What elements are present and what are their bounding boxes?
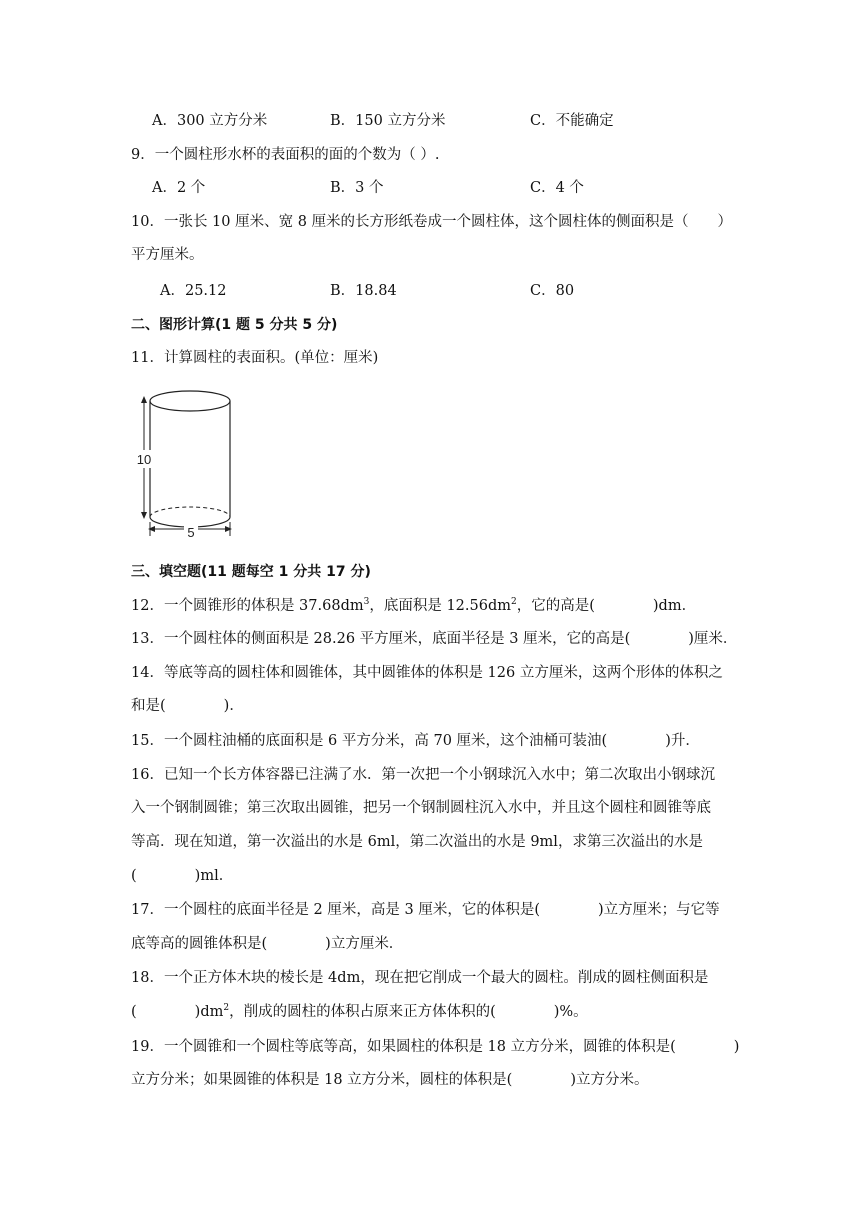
cylinder-diagram — [128, 386, 238, 544]
cylinder-bottom-back — [150, 507, 230, 517]
q13-text: 13．一个圆柱体的侧面积是 28.26 平方厘米，底面半径是 3 厘米，它的高是( )厘米． — [131, 631, 738, 647]
q10-option-c: C．80 — [530, 283, 575, 299]
q10-option-a: A．25.12 — [160, 283, 227, 299]
q19-line1: 19．一个圆锥和一个圆柱等底等高，如果圆柱的体积是 18 立方分米，圆锥的体积是( ) — [131, 1039, 740, 1055]
q16-line3: 等高．现在知道，第一次溢出的水是 6ml，第二次溢出的水是 9ml，求第三次溢出的水是 — [131, 834, 703, 850]
cylinder-figure — [128, 386, 238, 544]
q10-line1: 10．一张长 10 厘米、宽 8 厘米的长方形纸卷成一个圆柱体，这个圆柱体的侧面积是（ ） — [131, 214, 733, 230]
q9-option-b: B．3 个 — [330, 180, 384, 196]
q19-line2: 立方分米；如果圆锥的体积是 18 立方分米，圆柱的体积是( )立方分米。 — [131, 1072, 649, 1088]
height-arrow-top — [141, 396, 147, 403]
q17-line1: 17．一个圆柱的底面半径是 2 厘米，高是 3 厘米，它的体积是( )立方厘米；与它等 — [131, 902, 720, 918]
q9-option-a: A．2 个 — [152, 180, 206, 196]
height-arrow-bottom — [141, 512, 147, 519]
q10-line2: 平方厘米。 — [131, 247, 204, 263]
q11-text: 11．计算圆柱的表面积。(单位：厘米) — [131, 350, 379, 366]
q8-option-b: B．150 立方分米 — [330, 113, 446, 129]
q14-line2: 和是( )． — [131, 698, 244, 714]
q16-line4: ( )ml． — [131, 868, 234, 884]
q15-text: 15．一个圆柱油桶的底面积是 6 平方分米，高 70 厘米，这个油桶可装油( )升． — [131, 733, 700, 749]
diameter-label: 5 — [187, 525, 195, 540]
q8-option-c: C．不能确定 — [530, 113, 614, 129]
q18-line2: ( )$dm^2$，削成的圆柱的体积占原来正方体体积的( )%。 — [131, 1003, 588, 1020]
q9-option-c: C．4 个 — [530, 180, 584, 196]
q9-text: 9．一个圆柱形水杯的表面积的面的个数为（ ）. — [131, 147, 440, 163]
diameter-arrow-left — [148, 526, 155, 532]
q18-line1: 18．一个正方体木块的棱长是 4dm，现在把它削成一个最大的圆柱。削成的圆柱侧面积是 — [131, 970, 709, 986]
q8-option-a: A．300 立方分米 — [152, 113, 268, 129]
diameter-arrow-right — [225, 526, 232, 532]
section2-heading: 二、图形计算(1 题 5 分共 5 分) — [131, 317, 338, 333]
cylinder-top-ellipse — [150, 391, 230, 411]
q12-text: 12．一个圆锥形的体积是 $37.68dm^3$，底面积是 $12.56dm^2$，它的高是( )dm． — [131, 597, 697, 614]
q17-line2: 底等高的圆锥体积是( )立方厘米． — [131, 936, 404, 952]
q16-line1: 16．已知一个长方体容器已注满了水．第一次把一个小钢球沉入水中；第二次取出小钢球沉 — [131, 767, 715, 783]
q14-line1: 14．等底等高的圆柱体和圆锥体，其中圆锥体的体积是 126 立方厘米，这两个形体的体积之 — [131, 665, 723, 681]
q10-option-b: B．18.84 — [330, 283, 397, 299]
section3-heading: 三、填空题(11 题每空 1 分共 17 分) — [131, 564, 371, 580]
q16-line2: 入一个钢制圆锥；第三次取出圆锥，把另一个钢制圆柱沉入水中，并且这个圆柱和圆锥等底 — [131, 800, 711, 816]
height-label: 10 — [136, 452, 152, 467]
